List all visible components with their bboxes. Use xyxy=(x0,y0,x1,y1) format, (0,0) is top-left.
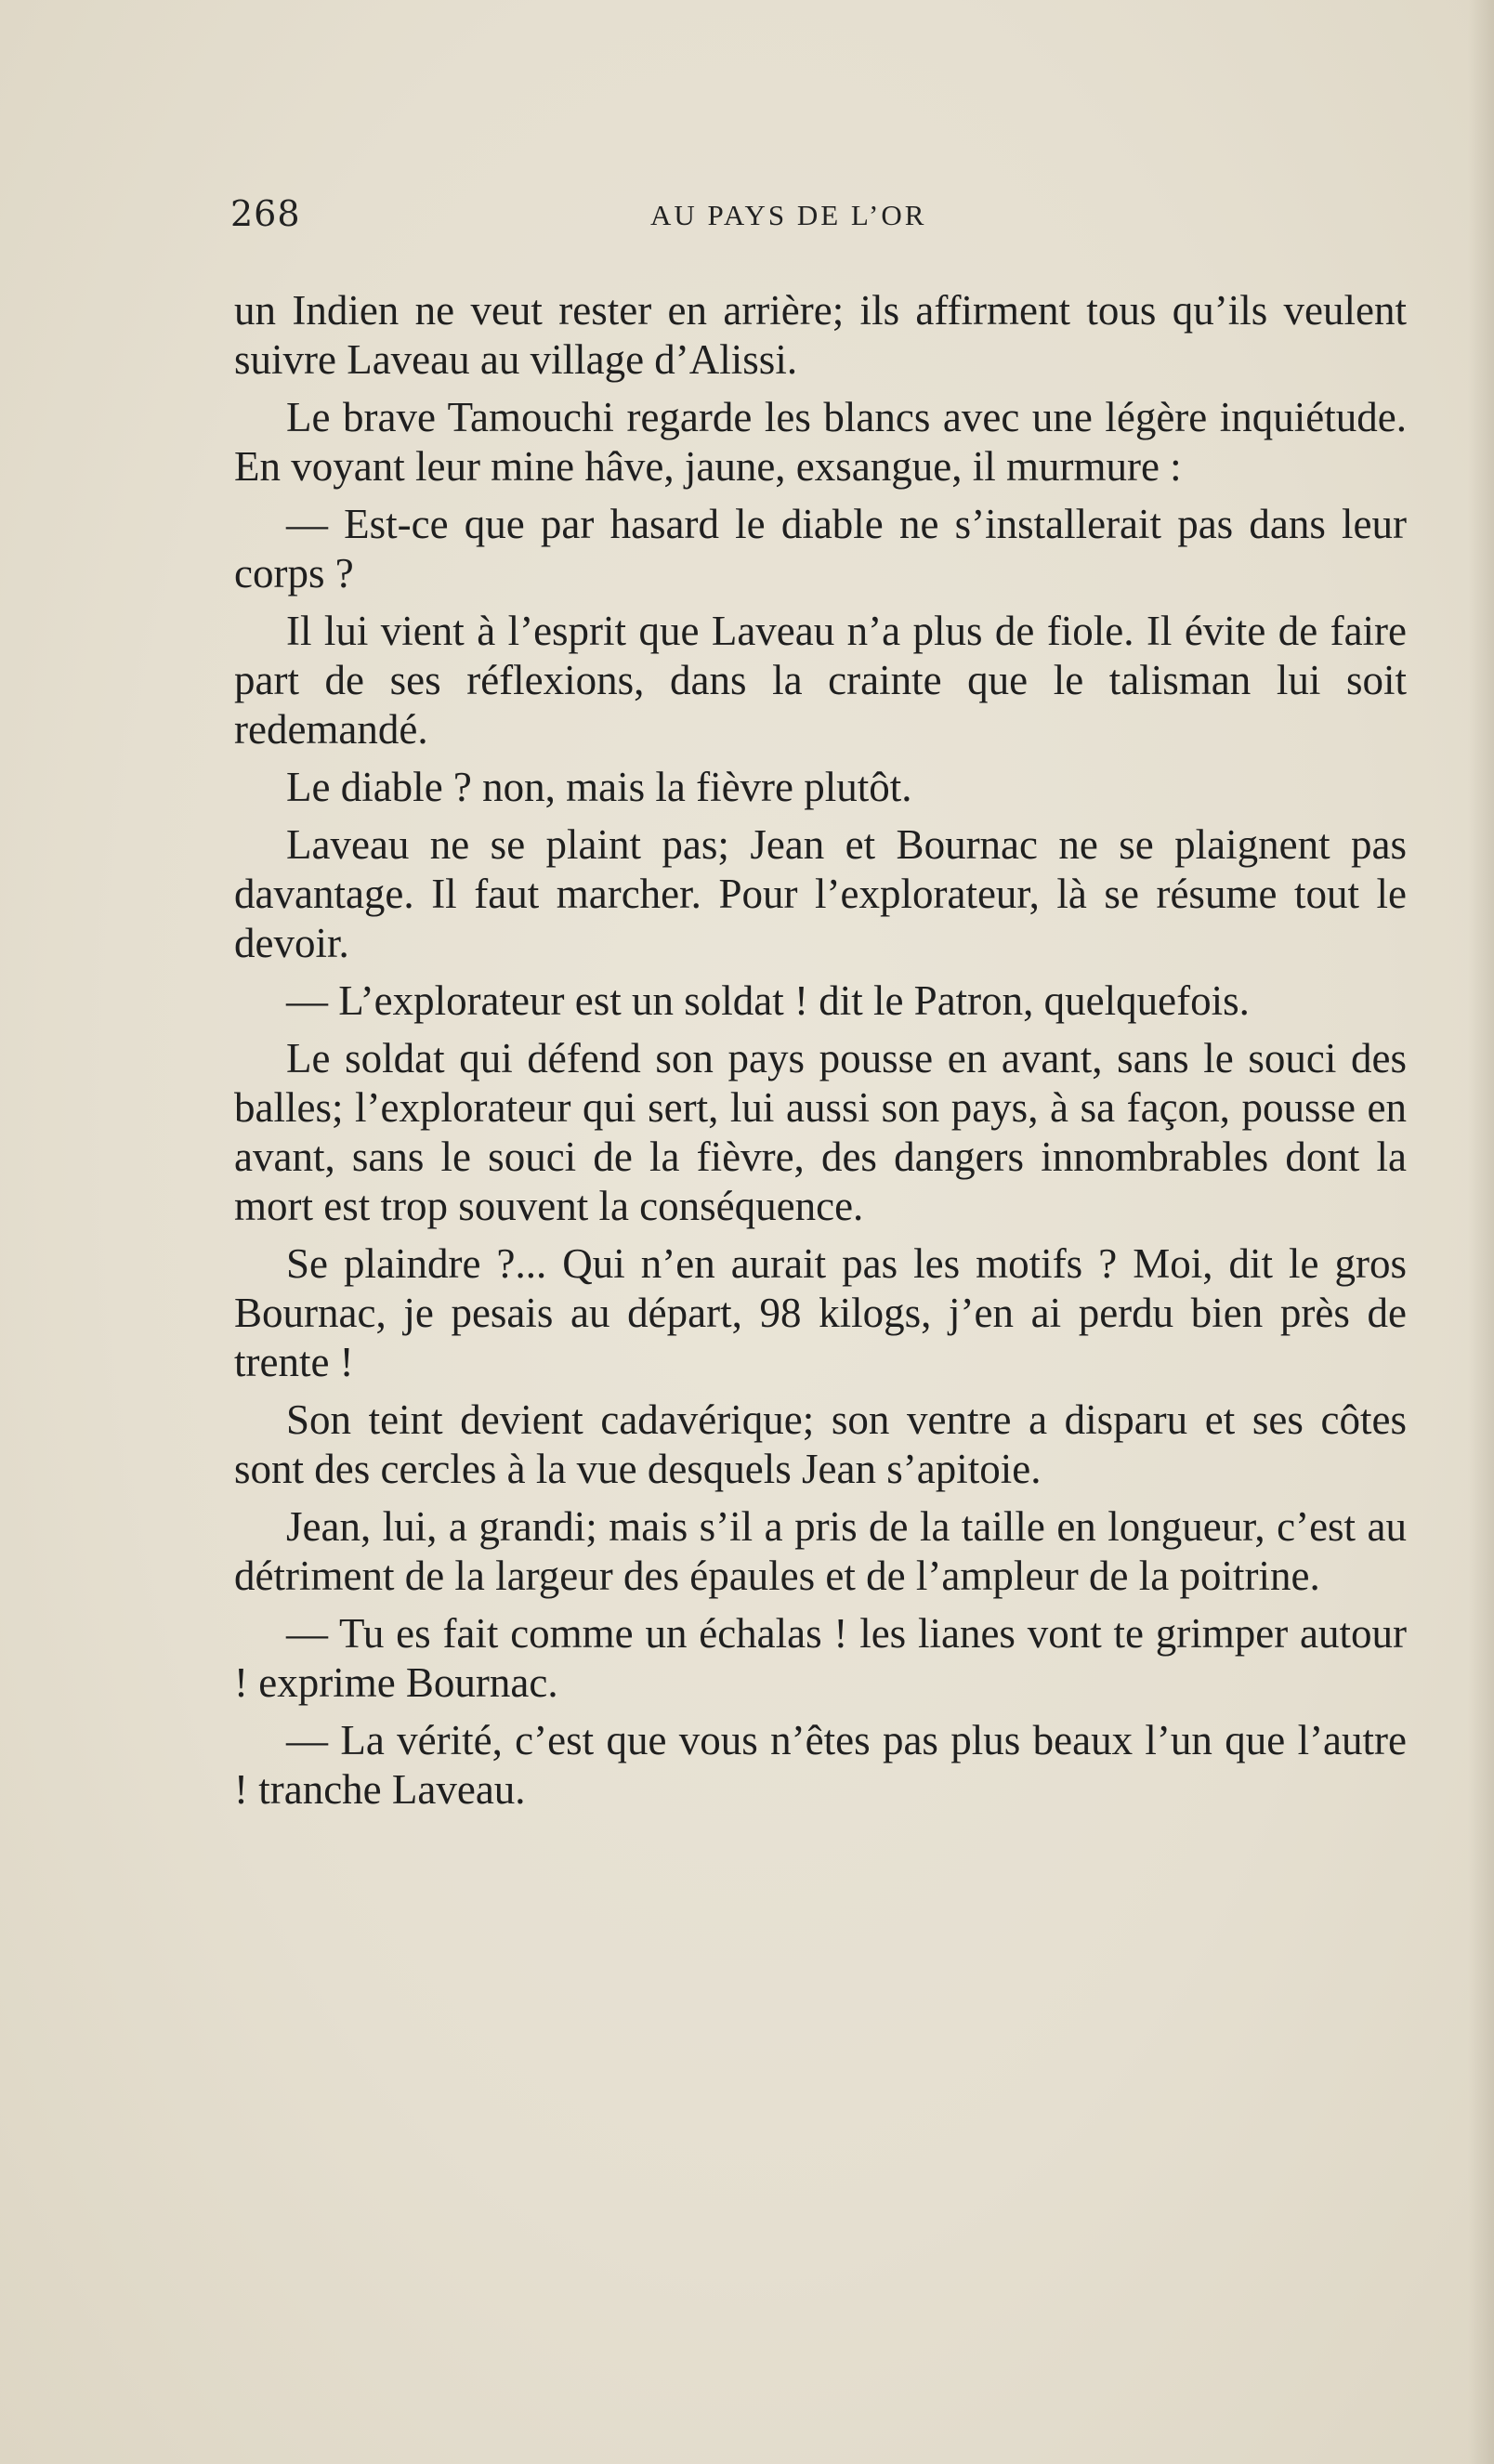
paragraph: Laveau ne se plaint pas; Jean et Bournac ne se plaignent pas davantage. Il faut marcher. Pour l’explorateur, là se résume tout le devoir. xyxy=(234,821,1407,966)
running-head: AU PAYS DE L’OR xyxy=(650,199,927,231)
page-edge-shadow xyxy=(1468,0,1494,2464)
paragraph: Le brave Tamouchi regarde les blancs avec une légère inquiétude. En voyant leur mine hâve, jaune, exsangue, il murmure : xyxy=(234,394,1407,490)
page-number: 268 xyxy=(230,193,301,234)
body-text xyxy=(234,286,1407,1823)
paragraph: Il lui vient à l’esprit que Laveau n’a plus de fiole. Il évite de faire part de ses réflexions, dans la crainte que le talisman lui soit redemandé. xyxy=(234,608,1407,753)
paragraph: un Indien ne veut rester en arrière; ils affirment tous qu’ils veulent suivre Laveau au village d’Alissi. xyxy=(234,287,1407,383)
paragraph: Se plaindre ?... Qui n’en aurait pas les motifs ? Moi, dit le gros Bournac, je pesais au départ, 98 kilogs, j’en ai perdu bien près de trente ! xyxy=(234,1240,1407,1385)
paragraph: — L’explorateur est un soldat ! dit le Patron, quelquefois. xyxy=(286,977,1250,1024)
paragraph: Son teint devient cadavérique; son ventre a disparu et ses côtes sont des cercles à la vue desquels Jean s’apitoie. xyxy=(234,1396,1407,1492)
paragraph: — La vérité, c’est que vous n’êtes pas plus beaux l’un que l’autre ! tranche Laveau. xyxy=(234,1717,1407,1813)
paragraph: Jean, lui, a grandi; mais s’il a pris de la taille en longueur, c’est au détriment de la largeur des épaules et de l’ampleur de la poitrine. xyxy=(234,1503,1407,1599)
paragraph: Le soldat qui défend son pays pousse en avant, sans le souci des balles; l’explorateur qui sert, lui aussi son pays, à sa façon, pousse en avant, sans le souci de la fièvre, des dangers innombrables dont la mort est trop souvent la conséquence. xyxy=(234,1035,1407,1229)
paragraph: Le diable ? non, mais la fièvre plutôt. xyxy=(286,764,912,810)
paragraph: — Tu es fait comme un échalas ! les lianes vont te grimper autour ! exprime Bournac. xyxy=(234,1610,1407,1706)
paragraph: — Est-ce que par hasard le diable ne s’installerait pas dans leur corps ? xyxy=(234,501,1407,596)
